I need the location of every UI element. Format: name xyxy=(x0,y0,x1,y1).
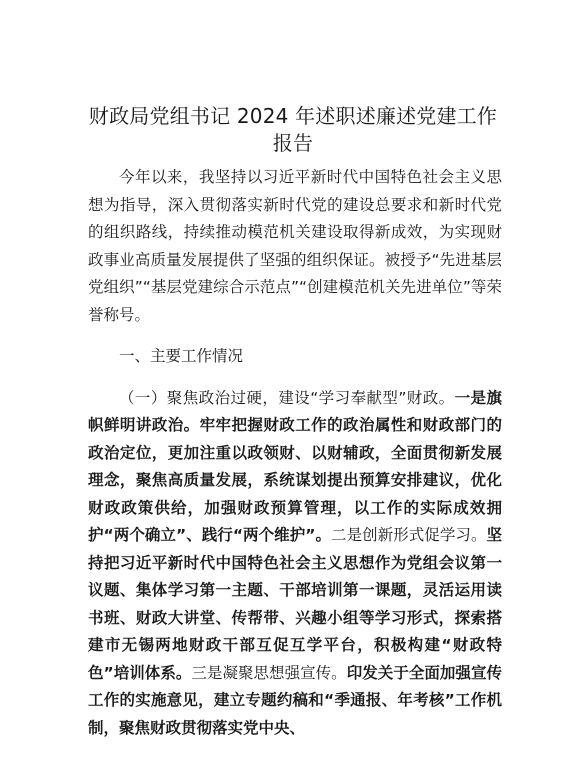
point-two-lead: 二是创新形式促学习。 xyxy=(331,526,487,544)
section-heading: 一、主要工作情况 xyxy=(119,347,244,365)
paragraph-gap xyxy=(88,371,502,385)
point-three-text: 印发关于全面加强宣传工作的实施意见，建立专题约稿和“季通报、年考核”工作机制，聚焦财政贯彻落实党中央、 xyxy=(88,663,502,737)
document-title: 财政局党组书记 2024 年述职述廉述党建工作报告 xyxy=(88,104,498,155)
subsection-title: （一）聚焦政治过硬，建设“学习奉献型”财政。 xyxy=(119,388,455,407)
intro-paragraph xyxy=(88,164,502,329)
paragraph-gap xyxy=(88,329,502,343)
point-two-text: 坚持把习近平新时代中国特色社会主义思想作为党组会议第一议题、集体学习第一主题、干部培训第一课题，灵活运用读书班、财政大讲堂、传帮带、兴趣小组等学习形式，探索搭建市无锡两地财政干部互促互学平台，积极构建“财政特色”培训体系。 xyxy=(88,526,502,682)
intro-text: 今年以来，我坚持以习近平新时代中国特色社会主义思想为指导，深入贯彻落实新时代党的建设总要求和新时代党的组织路线，持续推动模范机关建设取得新成效，为实现财政事业高质量发展提供了坚强的组织保证。被授予“先进基层党组织”“基层党建综合示范点”“创建模范机关先进单位”等荣誉称号。 xyxy=(88,168,502,324)
document-body xyxy=(88,164,502,742)
section-paragraph xyxy=(88,385,502,743)
point-one-text: 牢牢把握财政工作的政治属性和财政部门的政治定位，更加注重以政领财、以财辅政，全面贯彻新发展理念，聚焦高质量发展，系统谋划提出预算安排建议，优化财政政策供给，加强财政预算管理，以工作的实际成效拥护“两个确立”、践行“两个维护”。 xyxy=(88,416,502,544)
point-three-lead: 三是凝聚思想强宣传。 xyxy=(191,663,347,682)
point-one-lead: 一是旗帜鲜明讲政治。 xyxy=(88,388,502,434)
